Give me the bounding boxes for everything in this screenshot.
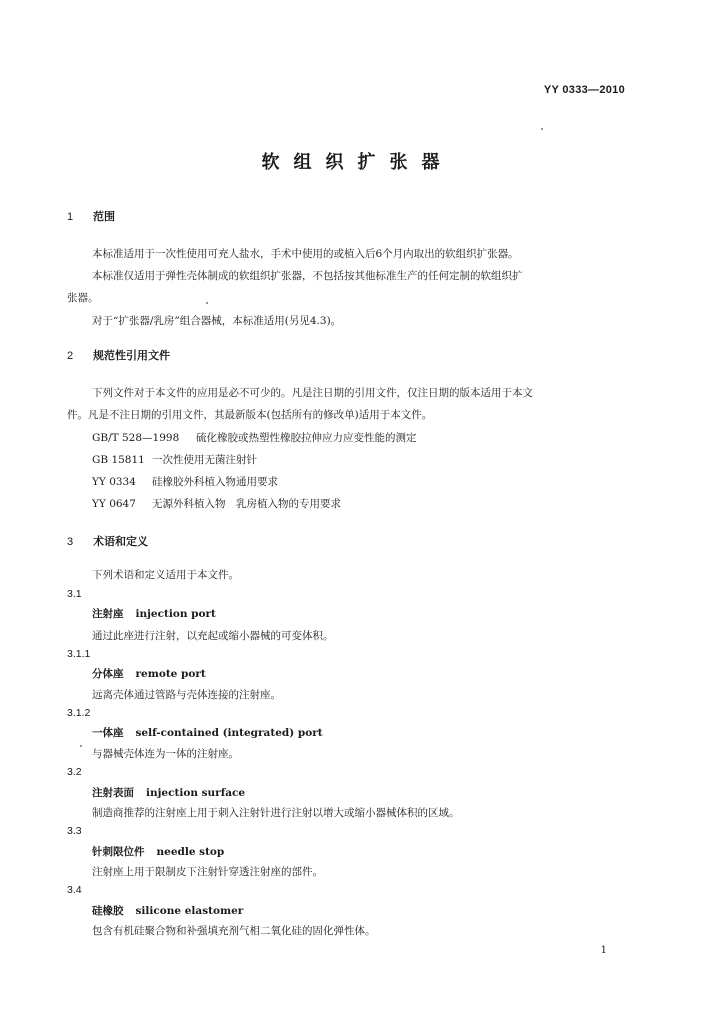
term-definition: 远离壳体通过管路与壳体连接的注射座。 xyxy=(92,689,281,701)
document-title: 软组织扩张器 xyxy=(261,152,454,173)
section-1-title: 范围 xyxy=(93,210,115,223)
section-2-paragraph-1: 下列文件对于本文件的应用是必不可少的。凡是注日期的引用文件，仅注日期的版本适用于本文 xyxy=(92,387,533,399)
standard-code: YY 0333—2010 xyxy=(543,84,625,96)
scan-speck xyxy=(206,302,208,304)
section-2-number: 2 xyxy=(67,350,74,362)
reference-title: 硫化橡胶或热塑性橡胶拉伸应力应变性能的测定 xyxy=(196,432,417,444)
term-number: 3.1.2 xyxy=(67,707,91,719)
term-chinese: 注射表面 xyxy=(92,787,134,799)
section-3-number: 3 xyxy=(67,536,74,548)
term-english: self-contained (integrated) port xyxy=(135,727,323,739)
term-chinese: 分体座 xyxy=(92,668,124,680)
section-2-heading xyxy=(67,347,170,363)
term-chinese: 一体座 xyxy=(92,727,124,739)
term-english: remote port xyxy=(135,668,206,680)
term-heading xyxy=(92,785,245,800)
reference-code: GB/T 528—1998 xyxy=(92,432,180,444)
reference-item xyxy=(92,496,341,511)
term-definition: 通过此座进行注射，以充起或缩小器械的可变体积。 xyxy=(92,630,334,642)
term-definition: 包含有机硅聚合物和补强填充剂气相二氧化硅的固化弹性体。 xyxy=(92,925,376,937)
term-chinese: 针刺限位件 xyxy=(92,846,145,858)
section-1-paragraph-2: 本标准仅适用于弹性壳体制成的软组织扩张器，不包括按其他标准生产的任何定制的软组织扩 xyxy=(92,270,523,282)
section-2-title: 规范性引用文件 xyxy=(93,349,170,362)
section-1-paragraph-2-cont: 张器。 xyxy=(67,292,99,304)
reference-title: 无源外科植入物 乳房植入物的专用要求 xyxy=(152,498,341,510)
reference-item xyxy=(92,474,278,489)
section-3-title: 术语和定义 xyxy=(93,535,148,548)
reference-code: YY 0647 xyxy=(92,498,136,510)
term-definition: 与器械壳体连为一体的注射座。 xyxy=(92,748,239,760)
term-heading xyxy=(92,606,216,621)
section-2-paragraph-1-cont: 件。凡是不注日期的引用文件，其最新版本(包括所有的修改单)适用于本文件。 xyxy=(67,409,433,421)
section-1-paragraph-1: 本标准适用于一次性使用可充人盐水，手术中使用的或植入后6个月内取出的软组织扩张器。 xyxy=(92,248,519,260)
term-english: needle stop xyxy=(156,846,225,858)
term-number: 3.4 xyxy=(67,884,82,896)
term-heading xyxy=(92,725,323,740)
term-chinese: 注射座 xyxy=(92,608,124,620)
reference-code: YY 0334 xyxy=(92,476,136,488)
term-english: injection surface xyxy=(146,787,246,799)
term-number: 3.1 xyxy=(67,588,82,600)
term-number: 3.2 xyxy=(67,766,82,778)
term-heading xyxy=(92,903,243,918)
term-chinese: 硅橡胶 xyxy=(92,905,124,917)
term-heading xyxy=(92,844,224,859)
reference-item xyxy=(92,430,417,445)
section-1-heading xyxy=(67,208,115,224)
scan-speck xyxy=(541,128,543,130)
section-3-intro: 下列术语和定义适用于本文件。 xyxy=(92,569,239,581)
reference-item xyxy=(92,452,257,467)
section-3-heading xyxy=(67,533,148,549)
term-english: injection port xyxy=(135,608,216,620)
term-definition: 制造商推荐的注射座上用于刺入注射针进行注射以增大或缩小器械体积的区域。 xyxy=(92,807,460,819)
term-definition: 注射座上用于限制皮下注射针穿透注射座的部件。 xyxy=(92,866,323,878)
term-number: 3.1.1 xyxy=(67,648,91,660)
reference-title: 硅橡胶外科植入物通用要求 xyxy=(152,476,278,488)
term-english: silicone elastomer xyxy=(135,905,244,917)
term-heading xyxy=(92,666,206,681)
page-number: 1 xyxy=(600,945,607,956)
reference-code: GB 15811 xyxy=(92,454,145,466)
scan-speck xyxy=(80,745,82,747)
section-1-number: 1 xyxy=(67,211,74,223)
reference-title: 一次性使用无菌注射针 xyxy=(152,454,257,466)
section-1-paragraph-3: 对于“扩张器/乳房”组合器械，本标准适用(另见4.3)。 xyxy=(92,315,342,327)
term-number: 3.3 xyxy=(67,825,82,837)
